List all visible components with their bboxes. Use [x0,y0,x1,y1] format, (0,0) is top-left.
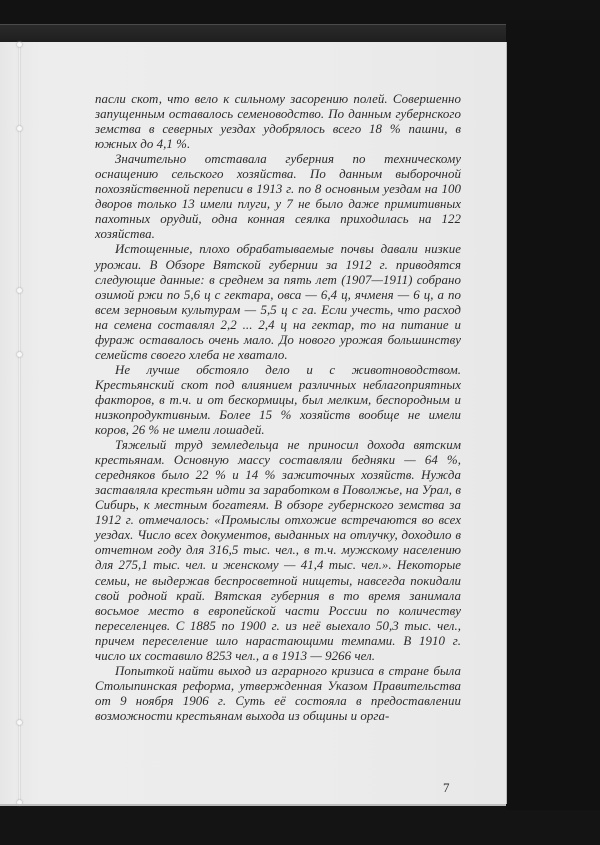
right-shadow [506,20,600,810]
binding-spine [18,42,21,804]
book-cover-edge [0,24,512,43]
paragraph-5: Тяжелый труд земледельца не приносил дохода вятским крестьянам. Основную массу составляли бедняки — 64 %, середняков было 22 % и 14 % зажиточных хозяйств. Нужда заставляла крестьян идти за заработком в Поволжье, на Урал, в Сибирь, к местным богатеям. В обзоре губернского земства за 1912 г. отмечалось: «Промыслы отхожие встречаются во всех уездах. Число всех документов, выданных на отлучку, доходило в отчетном году для 316,5 тыс. чел., в т.ч. мужскому населению для 275,1 тыс. чел. и женскому — 41,4 тыс. чел.». Некоторые семьи, не выдержав беспросветной нищеты, навсегда покидали свой родной край. Вятская губерния в то время занимала восьмое место в европейской части России по количеству переселенцев. С 1885 по 1900 г. из неё выехало 50,3 тыс. чел., причем переселение шло нарастающими темпами. В 1910 г. число их составило 8253 чел., а в 1913 — 9266 чел. [95,438,461,663]
binding-stitch [17,720,22,725]
paragraph-3: Истощенные, плохо обрабатываемые почвы давали низкие урожаи. В Обзоре Вятской губернии за 1912 г. приводятся следующие данные: в среднем за пять лет (1907—1911) собрано озимой ржи по 5,6 ц с гектара, овса — 6,4 ц, ячменя — 6 ц, а по всем зерновым культурам — 5,5 ц с га. Если учесть, что расход на семена составлял 2,2 ... 2,4 ц на гектар, то на питание и фураж оставалось очень мало. До нового урожая большинству семейств своего хлеба не хватало. [95,242,461,362]
book-page [0,42,506,804]
binding-stitch [17,288,22,293]
page-bottom-edge [0,804,506,806]
paragraph-4: Не лучше обстояло дело и с животноводством. Крестьянский скот под влиянием различных неблагоприятных факторов, в т.ч. и от бескормицы, был мелким, беспородным и низкопродуктивным. Более 15 % хозяйств вообще не имели коров, 26 % не имели лошадей. [95,362,461,438]
binding-stitch [17,42,22,47]
body-text [95,92,461,724]
paragraph-2: Значительно отставала губерния по техническому оснащению сельского хозяйства. По данным выборочной похозяйственной переписи в 1913 г. по 8 основным уездам на 100 дворов только 13 имели плуги, у 7 не было даже примитивных пахотных орудий, одна конная сеялка приходилась на 122 хозяйства. [95,152,461,242]
binding-stitch [17,126,22,131]
paragraph-6: Попыткой найти выход из аграрного кризиса в стране была Столыпинская реформа, утвержденная Указом Правительства от 9 ноября 1906 г. Суть её состояла в предоставлении возможности крестьянам выхода из общины и орга- [95,663,461,723]
binding-stitch [17,352,22,357]
page-number: 7 [443,780,450,795]
paragraph-1: пасли скот, что вело к сильному засорению полей. Совершенно запущенным оставалось семеноводство. По данным губернского земства в северных уездах удобрялось всего 18 % пашни, в южных до 4,1 %. [95,92,461,152]
